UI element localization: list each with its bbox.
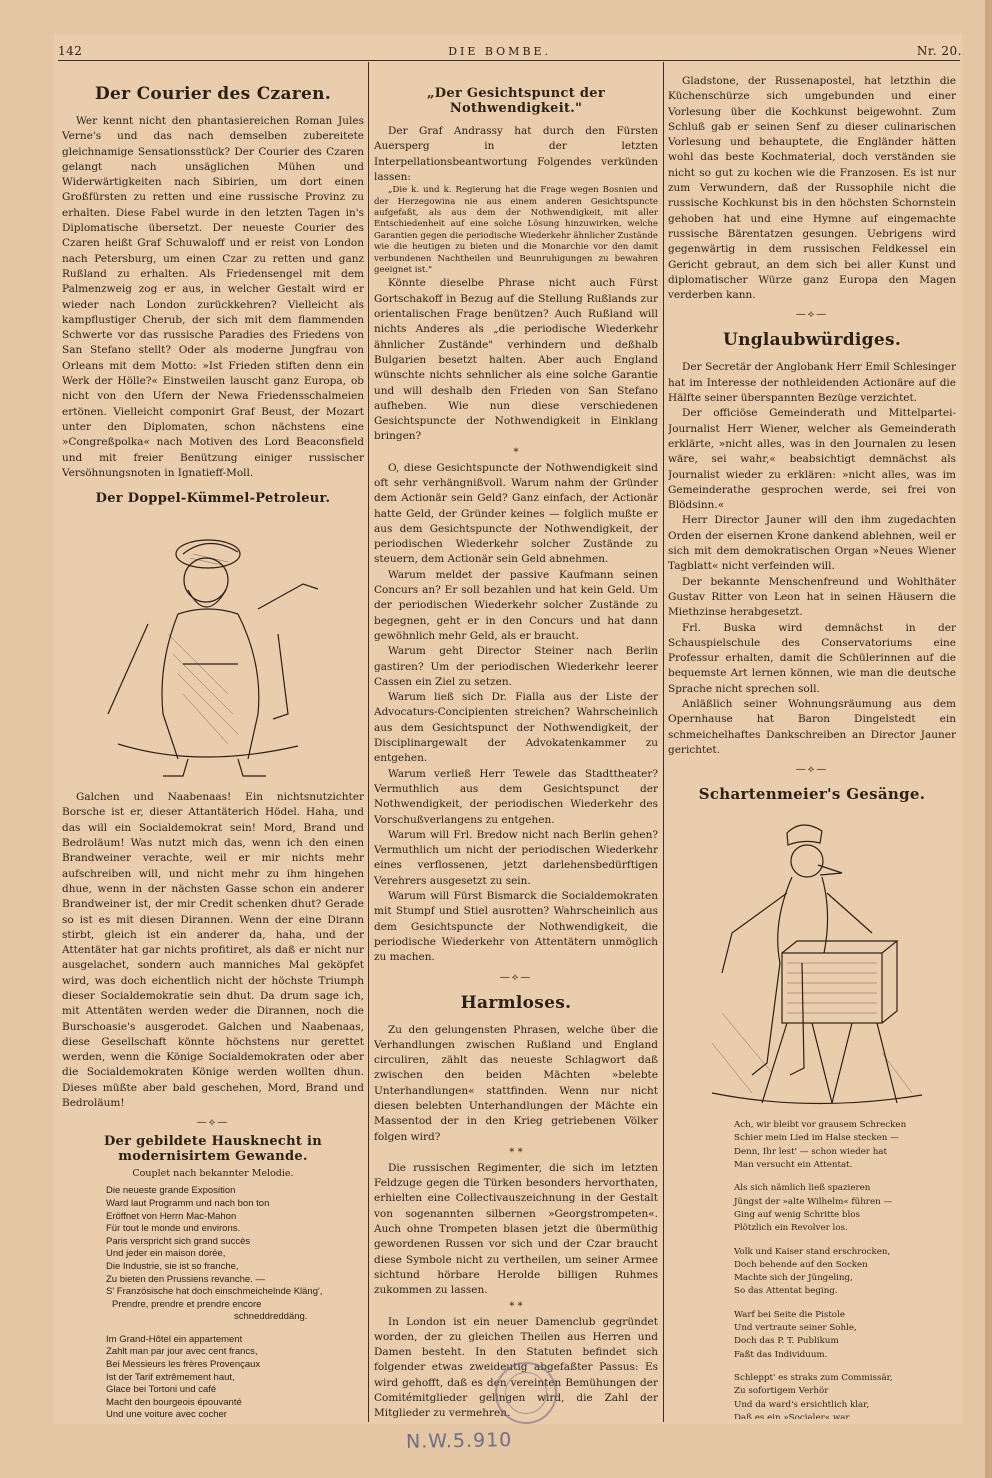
article-text: Warum will Frl. Bredow nicht nach Berlin gehen? Vermuthlich um nicht der periodischen Wiederkehr eines verflossenen, jetzt darlehensbedürftigen Verehrers ausgesetzt zu sein. (374, 828, 658, 887)
article-text: Könnte dieselbe Phrase nicht auch Fürst Gortschakoff in Bezug auf die Stellung Rußlands zur orientalischen Frage benützen? Auch Rußland will nichts Anderes als „die periodische Wiederkehr ähnlicher Zustände" verhindern und deßhalb Bulgarien besetzt halten. Aber auch England wünschte nichts sehnlicher als eine solche Garantie und will deshalb den Frieden von San Stefano aufheben. Wie nun diese verschiedenen Gesichtspuncte der Nothwendigkeit in Einklang bringen? (374, 277, 658, 443)
article-title: „Der Gesichtspunct der Nothwendigkeit." (427, 86, 605, 116)
column-1 (62, 74, 364, 1419)
poem-line: Faßt das Individuum. (734, 1349, 828, 1360)
article-text: O, diese Gesichtspuncte der Nothwendigkeit sind oft sehr verhängnißvoll. Warum nahm der Gründer dem Actionär sein Geld? Ganz einfach, der Actionär hatte Geld, der Gründer keines — folglich mußte er aus dem Gesichtspuncte der Nothwendigkeit, der periodischen Wiederkehr solcher Zustände zu steuern, dem Actionär sein Geld abnehmen. (374, 461, 658, 566)
poem-line: schneddreddäng. (234, 1311, 308, 1323)
page-number: 142 (58, 44, 83, 58)
poem-line: Doch das P. T. Publikum (734, 1336, 839, 1347)
poem-line: Daß es ein »Socialer« war. (734, 1412, 852, 1419)
article-text: Frl. Buska wird demnächst in der Schauspielschule des Conservatoriums eine Professur erhalten, damit die Schülerinnen auf die bequemste Art lernen können, wie man die deutsche Sprache nicht sprechen soll. (668, 621, 956, 695)
poem-line: Man versucht ein Attentat. (734, 1160, 853, 1171)
poem-line: S' Französische hat doch einschmeichelnde Kläng', (106, 1286, 323, 1298)
article-text: Anläßlich seiner Wohnungsräumung aus dem Opernhause hat Baron Dingelstedt ein schmeichelhaftes Dankschreiben an Director Jauner gerichtet. (668, 697, 956, 756)
poem-line: Im Grand-Hôtel ein appartement (106, 1333, 243, 1345)
poem-line: Ging auf wenig Schritte blos (734, 1209, 860, 1220)
article-text: Der bekannte Menschenfreund und Wohlthäter Gustav Ritter von Leon hat in seinen Häusern die Miethzinse herabgesetzt. (668, 575, 956, 619)
poem-line: Zu sofortigem Verhör (734, 1386, 829, 1397)
article-text: Der Secretär der Anglobank Herr Emil Schlesinger hat im Interesse der nothleidenden Actionäre auf die Hälfte seiner überspannten Bezüge verzichtet. (668, 361, 956, 405)
poem-line: Ach, wir bleibt vor grausem Schrecken (734, 1120, 907, 1131)
poem-line: Die neueste grande Exposition (106, 1185, 236, 1197)
poem-line: Und vertraute seiner Sohle, (734, 1323, 857, 1334)
header-rule (58, 60, 960, 61)
poem-stanza (734, 1246, 956, 1299)
article-text: Der Graf Andrassy hat durch den Fürsten Auersperg in der letzten Interpellationsbeantwortung Folgendes verkünden lassen: (374, 125, 658, 183)
poem-line: Macht den bourgeois épouvanté (106, 1396, 242, 1408)
poem-line: So das Attentat beging. (734, 1286, 838, 1297)
poem-line: Die Industrie, sie ist so franche, (106, 1260, 239, 1272)
couplet-poem (62, 1185, 364, 1419)
poem-stanza (734, 1119, 956, 1172)
poem-line: Prendre, prendre et prendre encore (112, 1298, 262, 1310)
article-title: Harmloses. (460, 992, 572, 1013)
issue-number: Nr. 20. (916, 44, 962, 58)
poem-line: Ist der Tarif extrêmement haut, (106, 1371, 235, 1383)
schartenmeier-poem (668, 1119, 956, 1419)
divider-ornament: —⟡— (795, 764, 829, 776)
schartenmeier-illustration (692, 813, 932, 1113)
poem-stanza (106, 1334, 364, 1419)
poem-line: Und une voiture avec cocher (106, 1409, 227, 1419)
poem-line: Volk und Kaiser stand erschrocken, (734, 1246, 891, 1257)
column-3 (668, 74, 956, 1419)
divider-ornament: —⟡— (499, 971, 533, 983)
article-text: Warum geht Director Steiner nach Berlin gastiren? Um der periodischen Wiederkehr leerer Cassen ein Ziel zu setzen. (374, 645, 658, 688)
poem-line: Warf bei Seite die Pistole (734, 1309, 845, 1320)
divider-ornament: —⟡— (196, 1117, 230, 1129)
page-header (58, 38, 962, 58)
divider-ornament: —⟡— (795, 309, 829, 321)
poem-line: Schleppt' es straks zum Commissär, (734, 1372, 893, 1383)
poem-stanza (106, 1185, 364, 1324)
article-text: Die russischen Regimenter, die sich im letzten Feldzuge gegen die Türken besonders hervorthaten, erhielten eine Collectivauszeichnung in der Gestalt von sogenannten silbernen »Georgstrompeten«. Auch ohne Trompeten blasen jetzt die übermüthig gewordenen Russen vor sich und der Czar braucht diese Symbole nicht zu vertheilen, um seiner Armee sichtund hörbare Herolde billigen Ruhmes zukommen zu lassen. (374, 1161, 658, 1297)
article-title: Unglaubwürdiges. (722, 330, 902, 351)
poem-line: Bei Messieurs les frères Provençaux (106, 1359, 261, 1371)
poem-line: Zu bieten den Prussiens revanche. — (106, 1273, 265, 1285)
poem-line: Eröffnet von Herrn Mac-Mahon (106, 1210, 237, 1222)
article-text: Gladstone, der Russenapostel, hat letzthin die Küchenschürze sich umgebunden und einer Vorlesung über die Kochkunst beigewohnt. Zum Schluß gab er seinen Senf zu dieser culinarischen Vorlesung und behauptete, die Engländer hätten wohl das beste Kochmaterial, doch verständen sie nicht so gut zu kochen wie die Franzosen. Es ist nur zum Verwundern, daß der Russophile nicht die russische Kochkunst bis in den höchsten Schornstein gehoben hat und eine Hymne auf eingemachte russische Bärentatzen gesungen. Uebrigens wird gegenwärtig in dem russischen Feldkessel ein Gericht gebraut, an dem sich bei aller Kunst und diplomatischer Würze ganz Europa den Magen verderben kann. (668, 75, 956, 302)
poem-stanza (734, 1372, 956, 1419)
article-text: Warum meldet der passive Kaufmann seinen Concurs an? Er soll bezahlen und hat kein Geld. Um der periodischen Wiederkehr solcher Zustände zu begegnen, geht er in den Concurs und hat dann gewöhnlich mehr Geld, als er braucht. (374, 568, 658, 642)
article-text: Der officiöse Gemeinderath und Mittelpartei-Journalist Herr Wiener, welcher als Gemeinderath erklärte, »nicht alles, was in den Journalen zu lesen wäre, sei wahr,« beabsichtigt demnächst als Journalist wieder zu erklären: »nicht alles, was im Gemeinderathe gesprochen werde, sei frei von Blödsinn.« (668, 407, 956, 512)
quoted-statement: „Die k. und k. Regierung hat die Frage wegen Bosnien und der Herzegowina nie aus einem anderen Gesichtspuncte aufgefaßt, als aus dem der Nothwendigkeit, mit aller Entschiedenheit auf eine solche Lösung hinzuwirken, welche Garantien gegen die periodische Wiederkehr ähnlicher Zustände wie die heutigen zu bieten und die Monarchie vor den damit verbundenen Nachtheilen und Beunruhigungen zu bewahren geeignet ist." (374, 185, 658, 276)
article-title: Der Courier des Czaren. (94, 84, 332, 104)
poem-line: Und jeder ein maison dorée, (106, 1248, 226, 1260)
petroleur-illustration (88, 514, 338, 784)
poem-line: Schier mein Lied im Halse stecken — (734, 1133, 899, 1144)
article-text: Wer kennt nicht den phantasiereichen Roman Jules Verne's und das nach demselben zubereitete gleichnamige Sensationsstück? Der Courier des Czaren gelangt nach unsäglichen Mühen und Widerwärtigkeiten nach Sibirien, um dort einen Großfürsten zu retten und eine russische Provinz zu erhalten. Diese Fabel wurde in den letzten Tagen in's Diplomatische übersetzt. Der neueste Courier des Czaren heißt Graf Schuwaloff und er reist von London nach Petersburg, um einen Czar zu retten und ganz Rußland zu erhalten. Als Friedensengel mit dem Palmenzweig zog er aus, in welcher Gestalt wird er wieder nach London zurückkehren? Vielleicht als kampflustiger Cherub, der sich mit dem flammenden Schwerte vor das russische Paradies des Friedens von San Stefano stellt? Oder als moderne Jungfrau von Orleans mit dem Motto: »Ist Frieden stiften denn ein Werk der Hölle?« Einstweilen lauscht ganz Europa, ob nicht von den Ufern der Newa Friedensschalmeien ertönen. Vielleicht componirt Graf Beust, der Mozart unter den Diplomaten, schon nächstens eine »Congreßpolka« nach Motiven des Lord Beaconsfield und mit freier Benützung einiger russischer Versöhnungsnoten in Ignatieff-Moll. (62, 115, 364, 479)
section-star: * * (509, 1300, 523, 1312)
article-title: Schartenmeier's Gesänge. (698, 785, 926, 804)
column-rule (663, 62, 664, 1422)
poem-line: Denn, Ihr lest' — schon wieder hat (734, 1146, 887, 1157)
article-text: Zu den gelungensten Phrasen, welche über die Verhandlungen zwischen Rußland und England circuliren, zählt das neueste Schlagwort daß zwischen den beiden Mächten »belebte Unterhandlungen« stattfinden. Wenn nur nicht diesen belebten Unterhandlungen der Mächte ein Massentod der in den Krieg getriebenen Völker folgen wird? (374, 1023, 658, 1143)
article-text: In London ist ein neuer Damenclub gegründet worden, der zu gleichen Theilen aus Herren und Damen besteht. In den Statuten befindet sich folgender etwas zweideutig abgefaßter Passus: Es wird gehofft, daß es den vereinten Bemühungen der Comitémitglieder gelingen wird, die Zahl der Mitglieder zu vermehren. (374, 1315, 658, 1419)
article-title: Der Doppel-Kümmel-Petroleur. (95, 491, 331, 507)
column-2 (374, 74, 658, 1419)
article-text: Galchen und Naabenaas! Ein nichtsnutzichter Borsche ist er, dieser Attantäterich Hödel. Haha, und das will ein Socialdemokrat sein! Mord, Brand und Bedroläum! Was nutzt mich das, wenn ich den einen Brandweiner verachte, weil er mir nichts mehr aufschreiben will, und nicht mehr zu ihm hingehen dhue, wenn in der nächsten Gasse schon ein anderer Brandweiner ist, der mir Credit schenken dhut? Gerade so ist es mit diesen Dirannen. Wenn der eine Dirann stirbt, gleich ist ein anderer da, haha, und der Attentäter hat gar nichts profitiret, als daß er nicht nur ausgelachet, sondern auch manniches Mal geköpfet wird, was doch eichentlich nicht der höchste Triumph dieser Socialdemokratie sein dhut. Da drum sage ich, mit Attentäten werden weder die Dirannen, noch die Burschoasie's ausgerodet. Galchen und Naabenaas, diese Gesellschaft könnte höchstens nur gerettet werden, wenn die Könige Socialdemokraten oder aber die Socialdemokraten Könige werden wollten dhun. Dieses müßte aber bald geschehen, Mord, Brand und Bedroläum! (62, 791, 364, 1110)
poem-line: Für tout le monde und environs. (106, 1223, 241, 1235)
poem-line: Und da ward's ersichtlich klar, (734, 1399, 870, 1410)
poem-line: Als sich nämlich ließ spazieren (734, 1183, 871, 1194)
handwritten-shelfmark: N.W.5.910 (405, 1429, 513, 1453)
article-text: Herr Director Jauner will den ihm zugedachten Orden der eisernen Krone dankend ablehnen, weil er sich mit dem demokratischen Organ »Neues Wiener Tagblatt« nicht verfeinden will. (668, 514, 956, 573)
poem-line: Machte sich der Jüngeling, (734, 1273, 853, 1284)
page-edge (985, 0, 992, 1478)
poem-line: Zahlt man par jour avec cent francs, (106, 1346, 258, 1358)
article-text: Warum verließ Herr Tewele das Stadttheater? Vermuthlich aus dem Gesichtspunct der Nothwendigkeit, der periodischen Wiederkehr des Vorschußverlangens zu entgehen. (374, 767, 658, 826)
section-star: * * (509, 1146, 523, 1158)
poem-line: Doch behende auf den Socken (734, 1259, 868, 1270)
newspaper-name: DIE BOMBE. (448, 45, 552, 58)
poem-stanza (734, 1182, 956, 1235)
poem-line: Jüngst der »alte Wilhelm« führen — (734, 1196, 893, 1207)
poem-line: Ward laut Programm und nach bon ton (106, 1197, 270, 1209)
poem-line: Glace bei Tortoni und café (106, 1384, 217, 1396)
article-text: Warum will Fürst Bismarck die Socialdemokraten mit Stumpf und Stiel ausrotten? Wahrscheinlich aus dem Gesichtspuncte der Nothwendigkeit, die periodische Wiederkehr von Attentätern unmöglich zu machen. (374, 890, 658, 964)
section-star: * (513, 446, 519, 458)
article-title: Der gebildete Hausknecht in modernisirtem Gewande. (103, 1134, 322, 1165)
poem-stanza (734, 1309, 956, 1362)
library-stamp (495, 1362, 557, 1424)
article-subtitle: Couplet nach bekannter Melodie. (132, 1168, 294, 1180)
column-rule (368, 62, 369, 1422)
poem-line: Plötzlich ein Revolver los. (734, 1223, 848, 1234)
article-text: Warum ließ sich Dr. Fialla aus der Liste der Advocaturs-Concipienten streichen? Wahrscheinlich aus dem Gesichtspunct der Nothwendigkeit, der Disciplinargewalt der Advokatenkammer zu entgehen. (374, 691, 658, 765)
poem-line: Paris verspricht sich grand succès (106, 1235, 251, 1247)
